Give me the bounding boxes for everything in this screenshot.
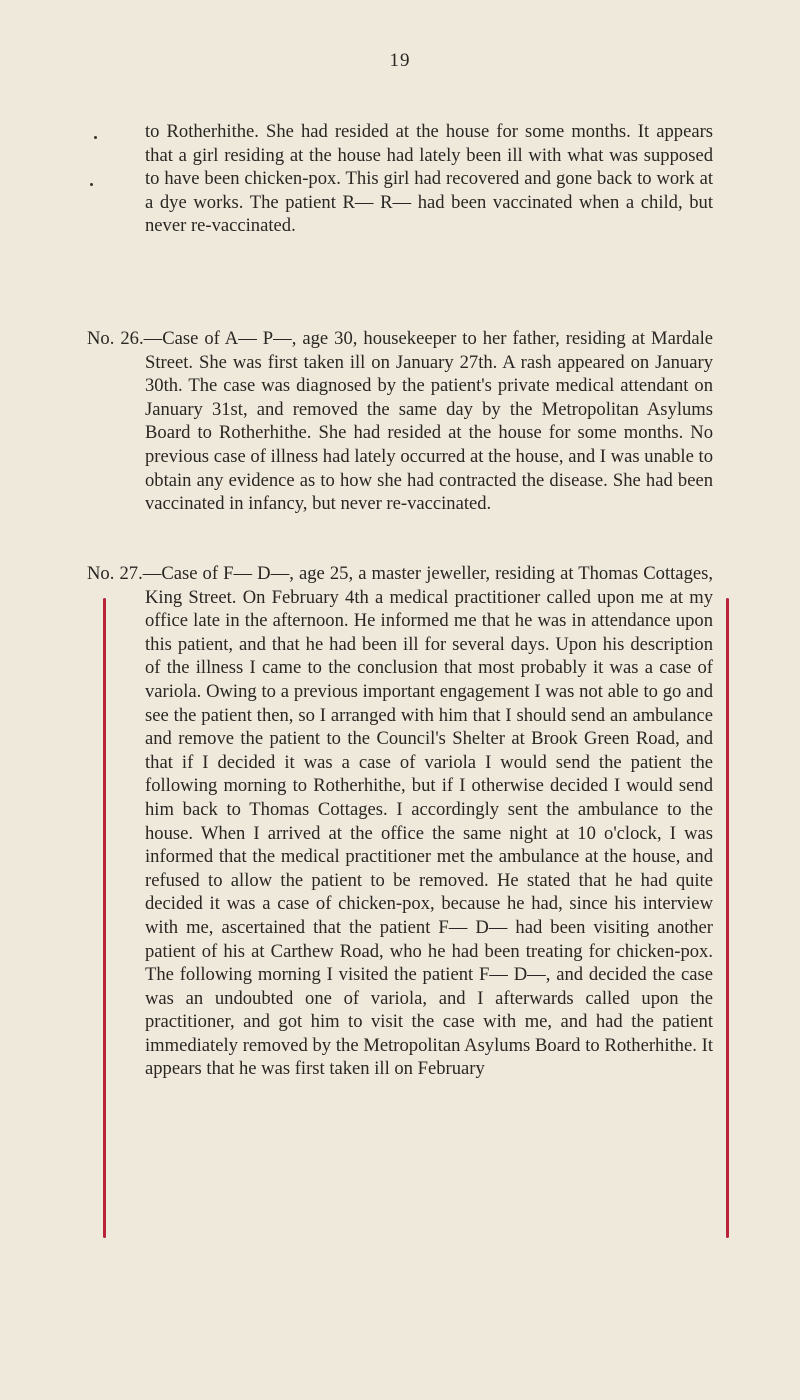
case-label: No. 27. (87, 563, 143, 584)
margin-mark-left (103, 598, 106, 1238)
paragraph-text: —Case of A— P—, age 30, housekeeper to her father, residing at Mardale Street. She was first taken ill on January 27th. A rash appeared on January 30th. The case was diagnosed by the patient's private medical attendant on January 31st, and removed the same day by the Metropolitan Asylums Board to Rotherhithe. She had resided at the house for some months. No previous case of illness had lately occurred at the house, and I was unable to obtain any evidence as to how she had contracted the disease. She had been vaccinated in infancy, but never re-vaccinated. (143, 328, 713, 515)
stray-ink-dot (90, 183, 93, 186)
page-number: 19 (389, 50, 411, 71)
margin-mark-right (726, 598, 729, 1238)
case-label: No. 26. (87, 328, 144, 349)
case-paragraph-26 (87, 327, 713, 516)
paragraph-text: —Case of F— D—, age 25, a master jeweller, residing at Thomas Cottages, King Street. On February 4th a medical practitioner called upon me at my office late in the afternoon. He informed me that he was in attendance upon this patient, and that he had been ill for several days. Upon his description of the illness I came to the conclusion that most probably it was a case of variola. Owing to a previous important engagement I was not able to go and see the patient then, so I arranged with him that I should send an ambulance and remove the patient to the Council's Shelter at Brook Green Road, and that if I decided it was a case of variola I would send the patient the following morning to Rotherhithe, but if I otherwise decided I would send him back to Thomas Cottages. I accordingly sent the ambulance to the house. When I arrived at the office the same night at 10 o'clock, I was informed that the medical practitioner met the ambulance at the house, and refused to allow the patient to be removed. He stated that he had quite decided it was a case of chicken-pox, because he had, since his interview with me, ascertained that the patient F— D— had been visiting another patient of his at Carthew Road, who he had been treating for chicken-pox. The following morning I visited the patient F— D—, and decided the case was an undoubted one of variola, and I afterwards called upon the practitioner, and got him to visit the case with me, and had the patient immediately removed by the Metropolitan Asylums Board to Rotherhithe. It appears that he was first taken ill on February (142, 563, 713, 1080)
paragraph-continuation (145, 120, 713, 238)
case-paragraph-27 (87, 562, 713, 1081)
stray-ink-dot (94, 136, 97, 139)
paragraph-text: to Rotherhithe. She had resided at the house for some months. It appears that a girl residing at the house had lately been ill with what was supposed to have been chicken-pox. This girl had recovered and gone back to work at a dye works. The patient R— R— had been vaccinated when a child, but never re-vaccinated. (145, 121, 713, 237)
